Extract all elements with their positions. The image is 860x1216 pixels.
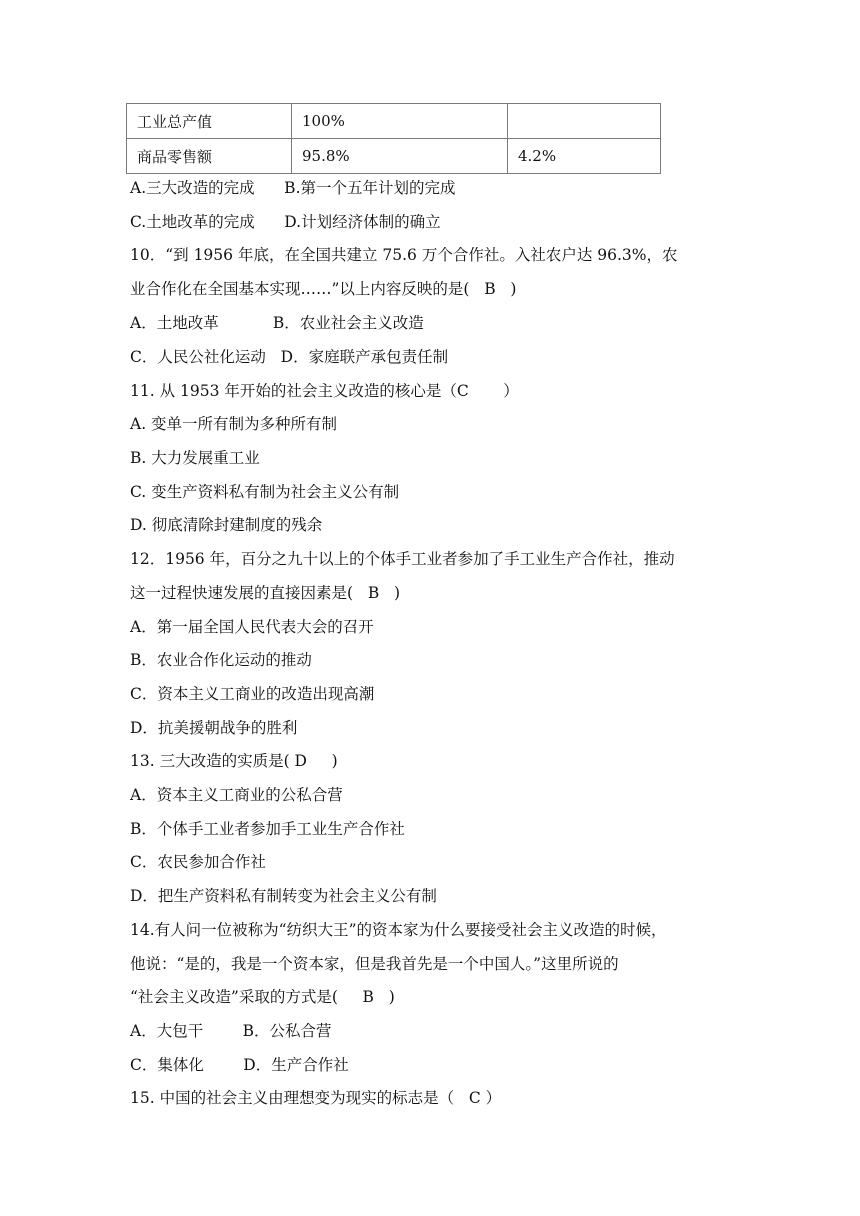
question-14-options-ab: A．大包干 B．公私合营 (130, 1022, 332, 1040)
data-table (126, 103, 661, 174)
question-10-stem: 10．“到 1956 年底，在全国共建立 75.6 万个合作社。入社农户达 96.3%，农 (130, 246, 678, 264)
question-11-option-d: D. 彻底清除封建制度的残余 (130, 516, 323, 534)
table-cell: 4.2% (508, 139, 661, 174)
table-cell: 95.8% (292, 139, 508, 174)
question-15-stem: 15. 中国的社会主义由理想变为现实的标志是（ C ） (130, 1089, 502, 1107)
question-12-option-b: B．农业合作化运动的推动 (130, 651, 312, 669)
question-13-option-c: C．农民参加合作社 (130, 853, 266, 871)
question-12-option-c: C．资本主义工商业的改造出现高潮 (130, 685, 375, 703)
question-11-option-a: A. 变单一所有制为多种所有制 (130, 415, 338, 433)
question-13-option-b: B．个体手工业者参加手工业生产合作社 (130, 820, 405, 838)
table-row (127, 139, 661, 174)
table-cell: 商品零售额 (127, 139, 292, 174)
table-cell: 工业总产值 (127, 104, 292, 139)
question-12-option-a: A．第一届全国人民代表大会的召开 (130, 618, 374, 636)
question-12-option-d: D．抗美援朝战争的胜利 (130, 719, 298, 737)
question-12-stem: 12．1956 年，百分之九十以上的个体手工业者参加了手工业生产合作社，推动 (130, 550, 675, 568)
table-cell: 100% (292, 104, 508, 139)
question-10-options-ab: A．土地改革 B．农业社会主义改造 (130, 314, 424, 332)
question-11-option-b: B. 大力发展重工业 (130, 449, 260, 467)
question-11-stem: 11. 从 1953 年开始的社会主义改造的核心是（C ） (130, 382, 519, 400)
question-13-option-a: A．资本主义工商业的公私合营 (130, 786, 343, 804)
question-13-option-d: D．把生产资料私有制转变为社会主义公有制 (130, 887, 437, 905)
question-11-option-c: C. 变生产资料私有制为社会主义公有制 (130, 483, 400, 501)
question-10-stem: 业合作化在全国基本实现……”以上内容反映的是( B ) (130, 280, 517, 298)
question-12-stem: 这一过程快速发展的直接因素是( B ) (130, 584, 401, 602)
table-row (127, 104, 661, 139)
question-13-stem: 13. 三大改造的实质是( D ) (130, 752, 338, 770)
question-9-options-cd: C.土地改革的完成 D.计划经济体制的确立 (130, 213, 441, 231)
question-10-options-cd: C．人民公社化运动 D．家庭联产承包责任制 (130, 348, 449, 366)
question-14-stem: 14.有人问一位被称为“纺织大王”的资本家为什么要接受社会主义改造的时候， (130, 921, 667, 939)
table-cell (508, 104, 661, 139)
question-14-stem: 他说：“是的，我是一个资本家，但是我首先是一个中国人。”这里所说的 (130, 955, 619, 973)
question-9-options-ab: A.三大改造的完成 B.第一个五年计划的完成 (130, 179, 456, 197)
question-14-options-cd: C．集体化 D．生产合作社 (130, 1056, 349, 1074)
question-14-stem: “社会主义改造”采取的方式是( B ) (130, 988, 395, 1006)
